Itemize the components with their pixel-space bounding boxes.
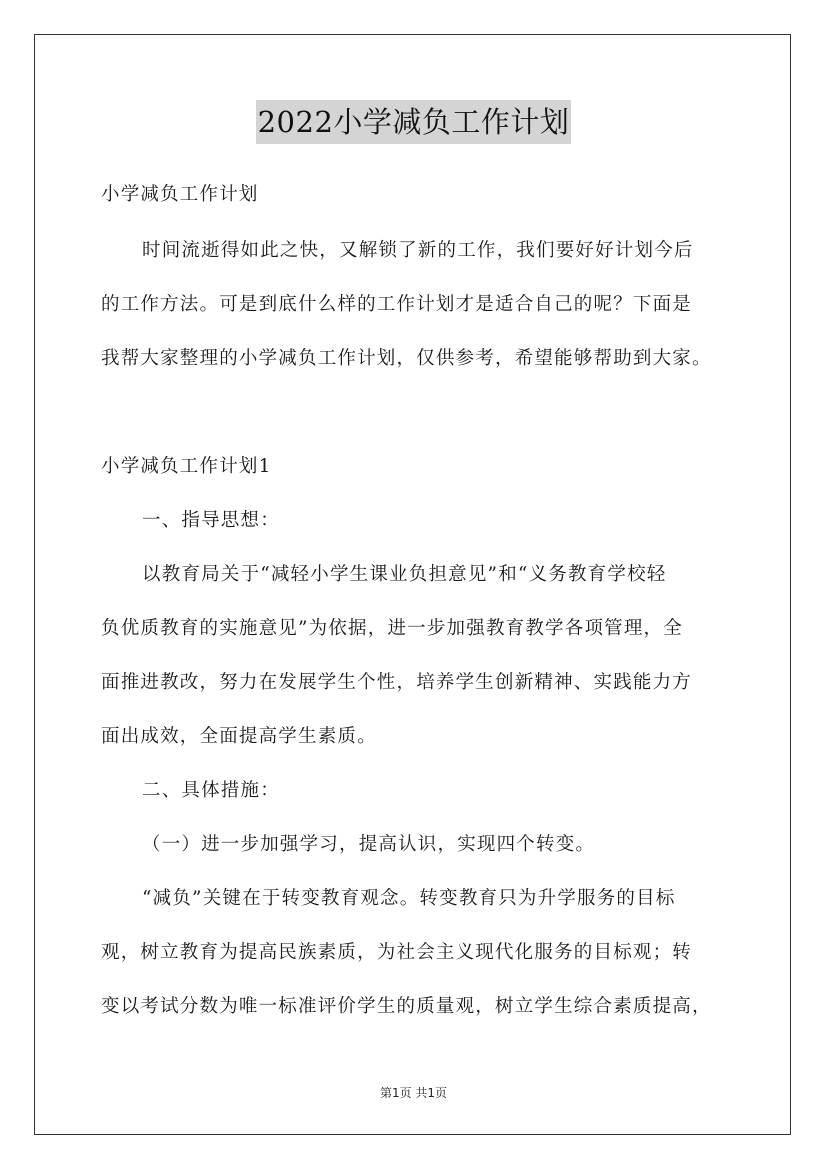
heading-guiding-thought: 一、指导思想： — [142, 510, 280, 531]
para-2-line-3: 变以考试分数为唯一标准评价学生的质量观，树立学生综合素质提高， — [101, 996, 712, 1017]
intro-line-3: 我帮大家整理的小学减负工作计划，仅供参考，希望能够帮助到大家。 — [101, 348, 712, 369]
para-1-line-3: 面推进教改，努力在发展学生个性，培养学生创新精神、实践能力方 — [101, 672, 693, 693]
para-1-line-4: 面出成效，全面提高学生素质。 — [101, 726, 377, 747]
para-1-line-2: 负优质教育的实施意见”为依据，进一步加强教育教学各项管理，全 — [101, 618, 683, 639]
document-subtitle: 小学减负工作计划 — [101, 184, 259, 205]
intro-line-1: 时间流逝得如此之快，又解锁了新的工作，我们要好好计划今后 — [142, 240, 694, 261]
page-number-label: 第1页 共1页 — [379, 1086, 448, 1100]
section-heading: 小学减负工作计划1 — [101, 456, 272, 477]
heading-measures: 二、具体措施： — [142, 780, 280, 801]
para-2-line-2: 观，树立教育为提高民族素质，为社会主义现代化服务的目标观；转 — [101, 942, 693, 963]
document-title: 2022小学减负工作计划 — [256, 100, 572, 144]
intro-line-2: 的工作方法。可是到底什么样的工作计划才是适合自己的呢？下面是 — [101, 294, 693, 315]
para-2-line-1: “减负”关键在于转变教育观念。转变教育只为升学服务的目标 — [142, 888, 676, 909]
para-1-line-1: 以教育局关于“减轻小学生课业负担意见”和“义务教育学校轻 — [142, 564, 667, 585]
title-container — [0, 100, 827, 144]
page-footer — [0, 1084, 827, 1101]
sub-heading-1: （一）进一步加强学习，提高认识，实现四个转变。 — [142, 834, 596, 855]
